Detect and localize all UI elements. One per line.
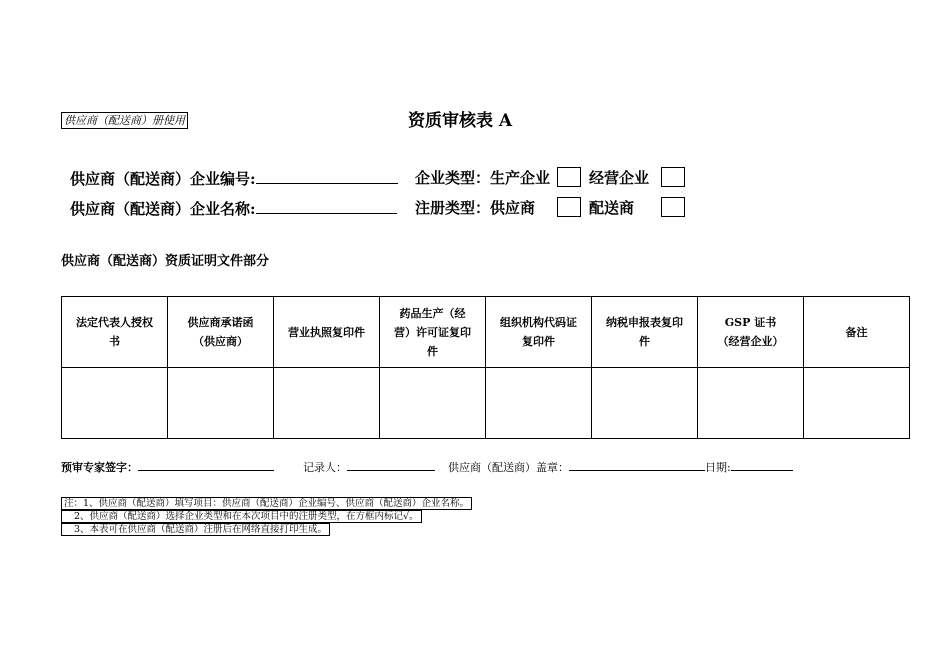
column-header-line: 组织机构代码证 xyxy=(500,316,577,329)
enterprise-number-field[interactable] xyxy=(256,168,398,184)
column-header-line: GSP 证书 xyxy=(724,316,777,329)
enterprise-number-row xyxy=(70,168,398,189)
column-header-2 xyxy=(274,297,380,368)
table-cell-5[interactable] xyxy=(592,368,698,439)
column-header-line: 复印件 xyxy=(522,335,555,348)
column-header-line: （供应商） xyxy=(193,335,248,348)
enterprise-number-label: 供应商（配送商）企业编号: xyxy=(70,170,256,188)
table-header-row xyxy=(62,297,910,368)
column-header-0 xyxy=(62,297,168,368)
business-enterprise-checkbox[interactable] xyxy=(661,167,685,187)
seal-field[interactable] xyxy=(569,458,705,471)
column-header-4 xyxy=(486,297,592,368)
enterprise-name-label: 供应商（配送商）企业名称: xyxy=(70,200,256,218)
column-header-line: 备注 xyxy=(845,325,868,339)
note-3: 3、本表可在供应商（配送商）注册后在网络直接打印生成。 xyxy=(61,523,330,536)
qualification-table xyxy=(61,296,910,439)
table-cell-0[interactable] xyxy=(62,368,168,439)
column-header-6 xyxy=(698,297,804,368)
column-header-line: 件 xyxy=(639,335,650,348)
column-header-line: 书 xyxy=(109,335,120,348)
column-header-line: 件 xyxy=(427,344,438,358)
enterprise-type-label: 企业类型：生产企业 xyxy=(415,169,551,187)
column-header-1 xyxy=(168,297,274,368)
column-header-line: 供应商承诺函 xyxy=(187,316,254,329)
column-header-3 xyxy=(380,297,486,368)
table-cell-1[interactable] xyxy=(168,368,274,439)
column-header-line: 营业执照复印件 xyxy=(288,325,365,339)
recorder-field[interactable] xyxy=(347,458,435,471)
column-header-line: 法定代表人授权 xyxy=(76,316,153,329)
date-field[interactable] xyxy=(731,458,793,471)
expert-signature-field[interactable] xyxy=(138,458,274,471)
enterprise-type-option-business: 经营企业 xyxy=(589,169,650,187)
distributor-checkbox[interactable] xyxy=(661,197,685,217)
note-1: 注：1、供应商（配送商）填写项目：供应商（配送商）企业编号、供应商（配送商）企业名称。 xyxy=(61,497,472,510)
table-cell-2[interactable] xyxy=(274,368,380,439)
seal-label: 供应商（配送商）盖章： xyxy=(448,461,569,474)
column-header-line: （经营企业） xyxy=(717,335,784,348)
registration-type-label: 注册类型：供应商 xyxy=(415,199,536,217)
column-header-5 xyxy=(592,297,698,368)
expert-signature-label: 预审专家签字： xyxy=(61,461,138,474)
supplier-checkbox[interactable] xyxy=(557,197,581,217)
column-header-line: 纳税申报表复印 xyxy=(606,316,683,329)
registration-type-option-distributor: 配送商 xyxy=(589,199,635,217)
table-cell-3[interactable] xyxy=(380,368,486,439)
enterprise-name-row xyxy=(70,198,397,219)
signature-row xyxy=(61,458,793,476)
date-label: 日期: xyxy=(705,461,731,474)
table-row xyxy=(62,368,910,439)
note-2: 2、供应商（配送商）选择企业类型和在本次项目中的注册类型，在方框内标记√。 xyxy=(61,510,422,523)
table-cell-7[interactable] xyxy=(804,368,910,439)
production-enterprise-checkbox[interactable] xyxy=(557,167,581,187)
column-header-line: 药品生产（经 xyxy=(399,306,466,320)
usage-tag: 供应商（配送商）册使用 xyxy=(61,112,188,129)
recorder-label: 记录人： xyxy=(303,461,347,474)
table-cell-4[interactable] xyxy=(486,368,592,439)
column-header-line: 营）许可证复印 xyxy=(394,325,471,339)
table-cell-6[interactable] xyxy=(698,368,804,439)
section-title: 供应商（配送商）资质证明文件部分 xyxy=(61,254,270,269)
enterprise-name-field[interactable] xyxy=(256,198,397,214)
column-header-7 xyxy=(804,297,910,368)
form-title: 资质审核表 A xyxy=(408,111,513,131)
